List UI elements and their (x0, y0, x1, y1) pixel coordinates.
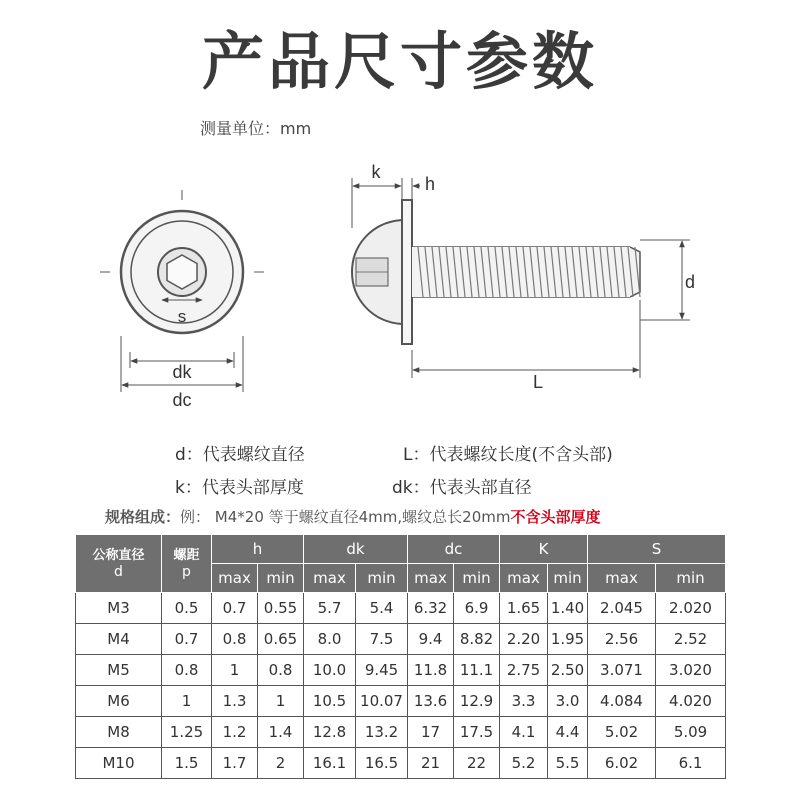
table-cell: 9.4 (408, 624, 454, 655)
spec-note-text: 例： M4*20 等于螺纹直径4mm,螺纹总长20mm (180, 508, 511, 526)
table-cell: M3 (76, 593, 162, 624)
label-h: h (424, 174, 436, 194)
header-max: max (408, 564, 454, 593)
table-cell: 11.1 (454, 655, 500, 686)
table-body (76, 593, 726, 779)
table-cell: 10.0 (304, 655, 356, 686)
label-L: L (532, 372, 544, 392)
table-cell: 5.5 (548, 748, 588, 779)
header-min: min (548, 564, 588, 593)
header-k: K (500, 535, 588, 564)
table-cell: 1.25 (162, 717, 212, 748)
table-cell: 4.084 (588, 686, 656, 717)
table-cell: 8.0 (304, 624, 356, 655)
table-cell: 2.56 (588, 624, 656, 655)
header-pitch: 螺距 p (162, 535, 212, 593)
table-row (76, 717, 726, 748)
side-view (352, 200, 640, 344)
table-cell: 3.020 (656, 655, 726, 686)
table-cell: 2.50 (548, 655, 588, 686)
table-cell: 8.82 (454, 624, 500, 655)
table-cell: 5.4 (356, 593, 408, 624)
table-cell: 4.020 (656, 686, 726, 717)
table-cell: 17 (408, 717, 454, 748)
table-cell: 5.02 (588, 717, 656, 748)
legend-d: d：代表螺纹直径 (175, 445, 305, 465)
header-min: min (258, 564, 304, 593)
spec-note-warning: 不含头部厚度 (510, 508, 601, 526)
header-dk: dk (304, 535, 408, 564)
table-cell: 10.5 (304, 686, 356, 717)
label-dc: dc (172, 390, 192, 410)
header-min: min (656, 564, 726, 593)
table-cell: 5.09 (656, 717, 726, 748)
spec-note-label: 规格组成： (105, 508, 181, 526)
table-cell: 0.8 (162, 655, 212, 686)
header-max: max (304, 564, 356, 593)
table-cell: 6.32 (408, 593, 454, 624)
table-cell: 13.6 (408, 686, 454, 717)
table-cell: 1.65 (500, 593, 548, 624)
table-cell: 0.8 (258, 655, 304, 686)
table-cell: 21 (408, 748, 454, 779)
table-cell: 17.5 (454, 717, 500, 748)
table-cell: 0.65 (258, 624, 304, 655)
table-cell: 2.52 (656, 624, 726, 655)
table-cell: 22 (454, 748, 500, 779)
table-row (76, 593, 726, 624)
table-cell: 0.5 (162, 593, 212, 624)
legend-k: k：代表头部厚度 (175, 478, 304, 498)
header-dc: dc (408, 535, 500, 564)
table-row (76, 748, 726, 779)
table-cell: 1.3 (212, 686, 258, 717)
table-cell: 2.20 (500, 624, 548, 655)
table-cell: 2.045 (588, 593, 656, 624)
table-cell: 1.7 (212, 748, 258, 779)
table-cell: 12.8 (304, 717, 356, 748)
table-cell: 11.8 (408, 655, 454, 686)
table-cell: 1 (258, 686, 304, 717)
table-cell: 5.2 (500, 748, 548, 779)
table-cell: 3.3 (500, 686, 548, 717)
table-cell: 13.2 (356, 717, 408, 748)
dimension-table (75, 534, 726, 779)
table-cell: 1 (162, 686, 212, 717)
table-cell: 7.5 (356, 624, 408, 655)
table-cell: 12.9 (454, 686, 500, 717)
table-cell: 10.07 (356, 686, 408, 717)
header-max: max (588, 564, 656, 593)
label-d: d (684, 272, 696, 292)
header-nominal-diameter: 公称直径 d (76, 535, 162, 593)
table-cell: 2 (258, 748, 304, 779)
page-title: 产品尺寸参数 (201, 25, 598, 98)
table-cell: 2.75 (500, 655, 548, 686)
table-cell: 1.2 (212, 717, 258, 748)
table-cell: 3.071 (588, 655, 656, 686)
table-cell: 5.7 (304, 593, 356, 624)
table-cell: 4.4 (548, 717, 588, 748)
table-cell: M4 (76, 624, 162, 655)
table-cell: 1.95 (548, 624, 588, 655)
table-cell: 9.45 (356, 655, 408, 686)
header-max: max (500, 564, 548, 593)
table-cell: 2.020 (656, 593, 726, 624)
table-cell: 1.40 (548, 593, 588, 624)
label-k: k (371, 162, 381, 182)
table-cell: 1.4 (258, 717, 304, 748)
table-cell: 6.02 (588, 748, 656, 779)
label-s: s (177, 307, 187, 326)
table-cell: 0.55 (258, 593, 304, 624)
spec-note (105, 506, 601, 527)
legend-dk: dk：代表头部直径 (392, 478, 532, 498)
table-cell: 0.8 (212, 624, 258, 655)
table-row (76, 624, 726, 655)
header-min: min (356, 564, 408, 593)
header-max: max (212, 564, 258, 593)
table-row (76, 686, 726, 717)
table-cell: M8 (76, 717, 162, 748)
header-h: h (212, 535, 304, 564)
legend-L: L：代表螺纹长度(不含头部) (403, 445, 613, 465)
table-cell: 1.5 (162, 748, 212, 779)
table-cell: 0.7 (212, 593, 258, 624)
table-cell: 0.7 (162, 624, 212, 655)
table-cell: 16.1 (304, 748, 356, 779)
table-cell: M6 (76, 686, 162, 717)
table-cell: M5 (76, 655, 162, 686)
table-row (76, 655, 726, 686)
table-cell: 1 (212, 655, 258, 686)
header-s: S (588, 535, 726, 564)
label-dk: dk (172, 362, 192, 382)
table-cell: 4.1 (500, 717, 548, 748)
table-cell: 6.9 (454, 593, 500, 624)
table-cell: M10 (76, 748, 162, 779)
header-min: min (454, 564, 500, 593)
table-cell: 16.5 (356, 748, 408, 779)
unit-note: 测量单位：mm (200, 119, 312, 138)
table-cell: 3.0 (548, 686, 588, 717)
table-cell: 6.1 (656, 748, 726, 779)
